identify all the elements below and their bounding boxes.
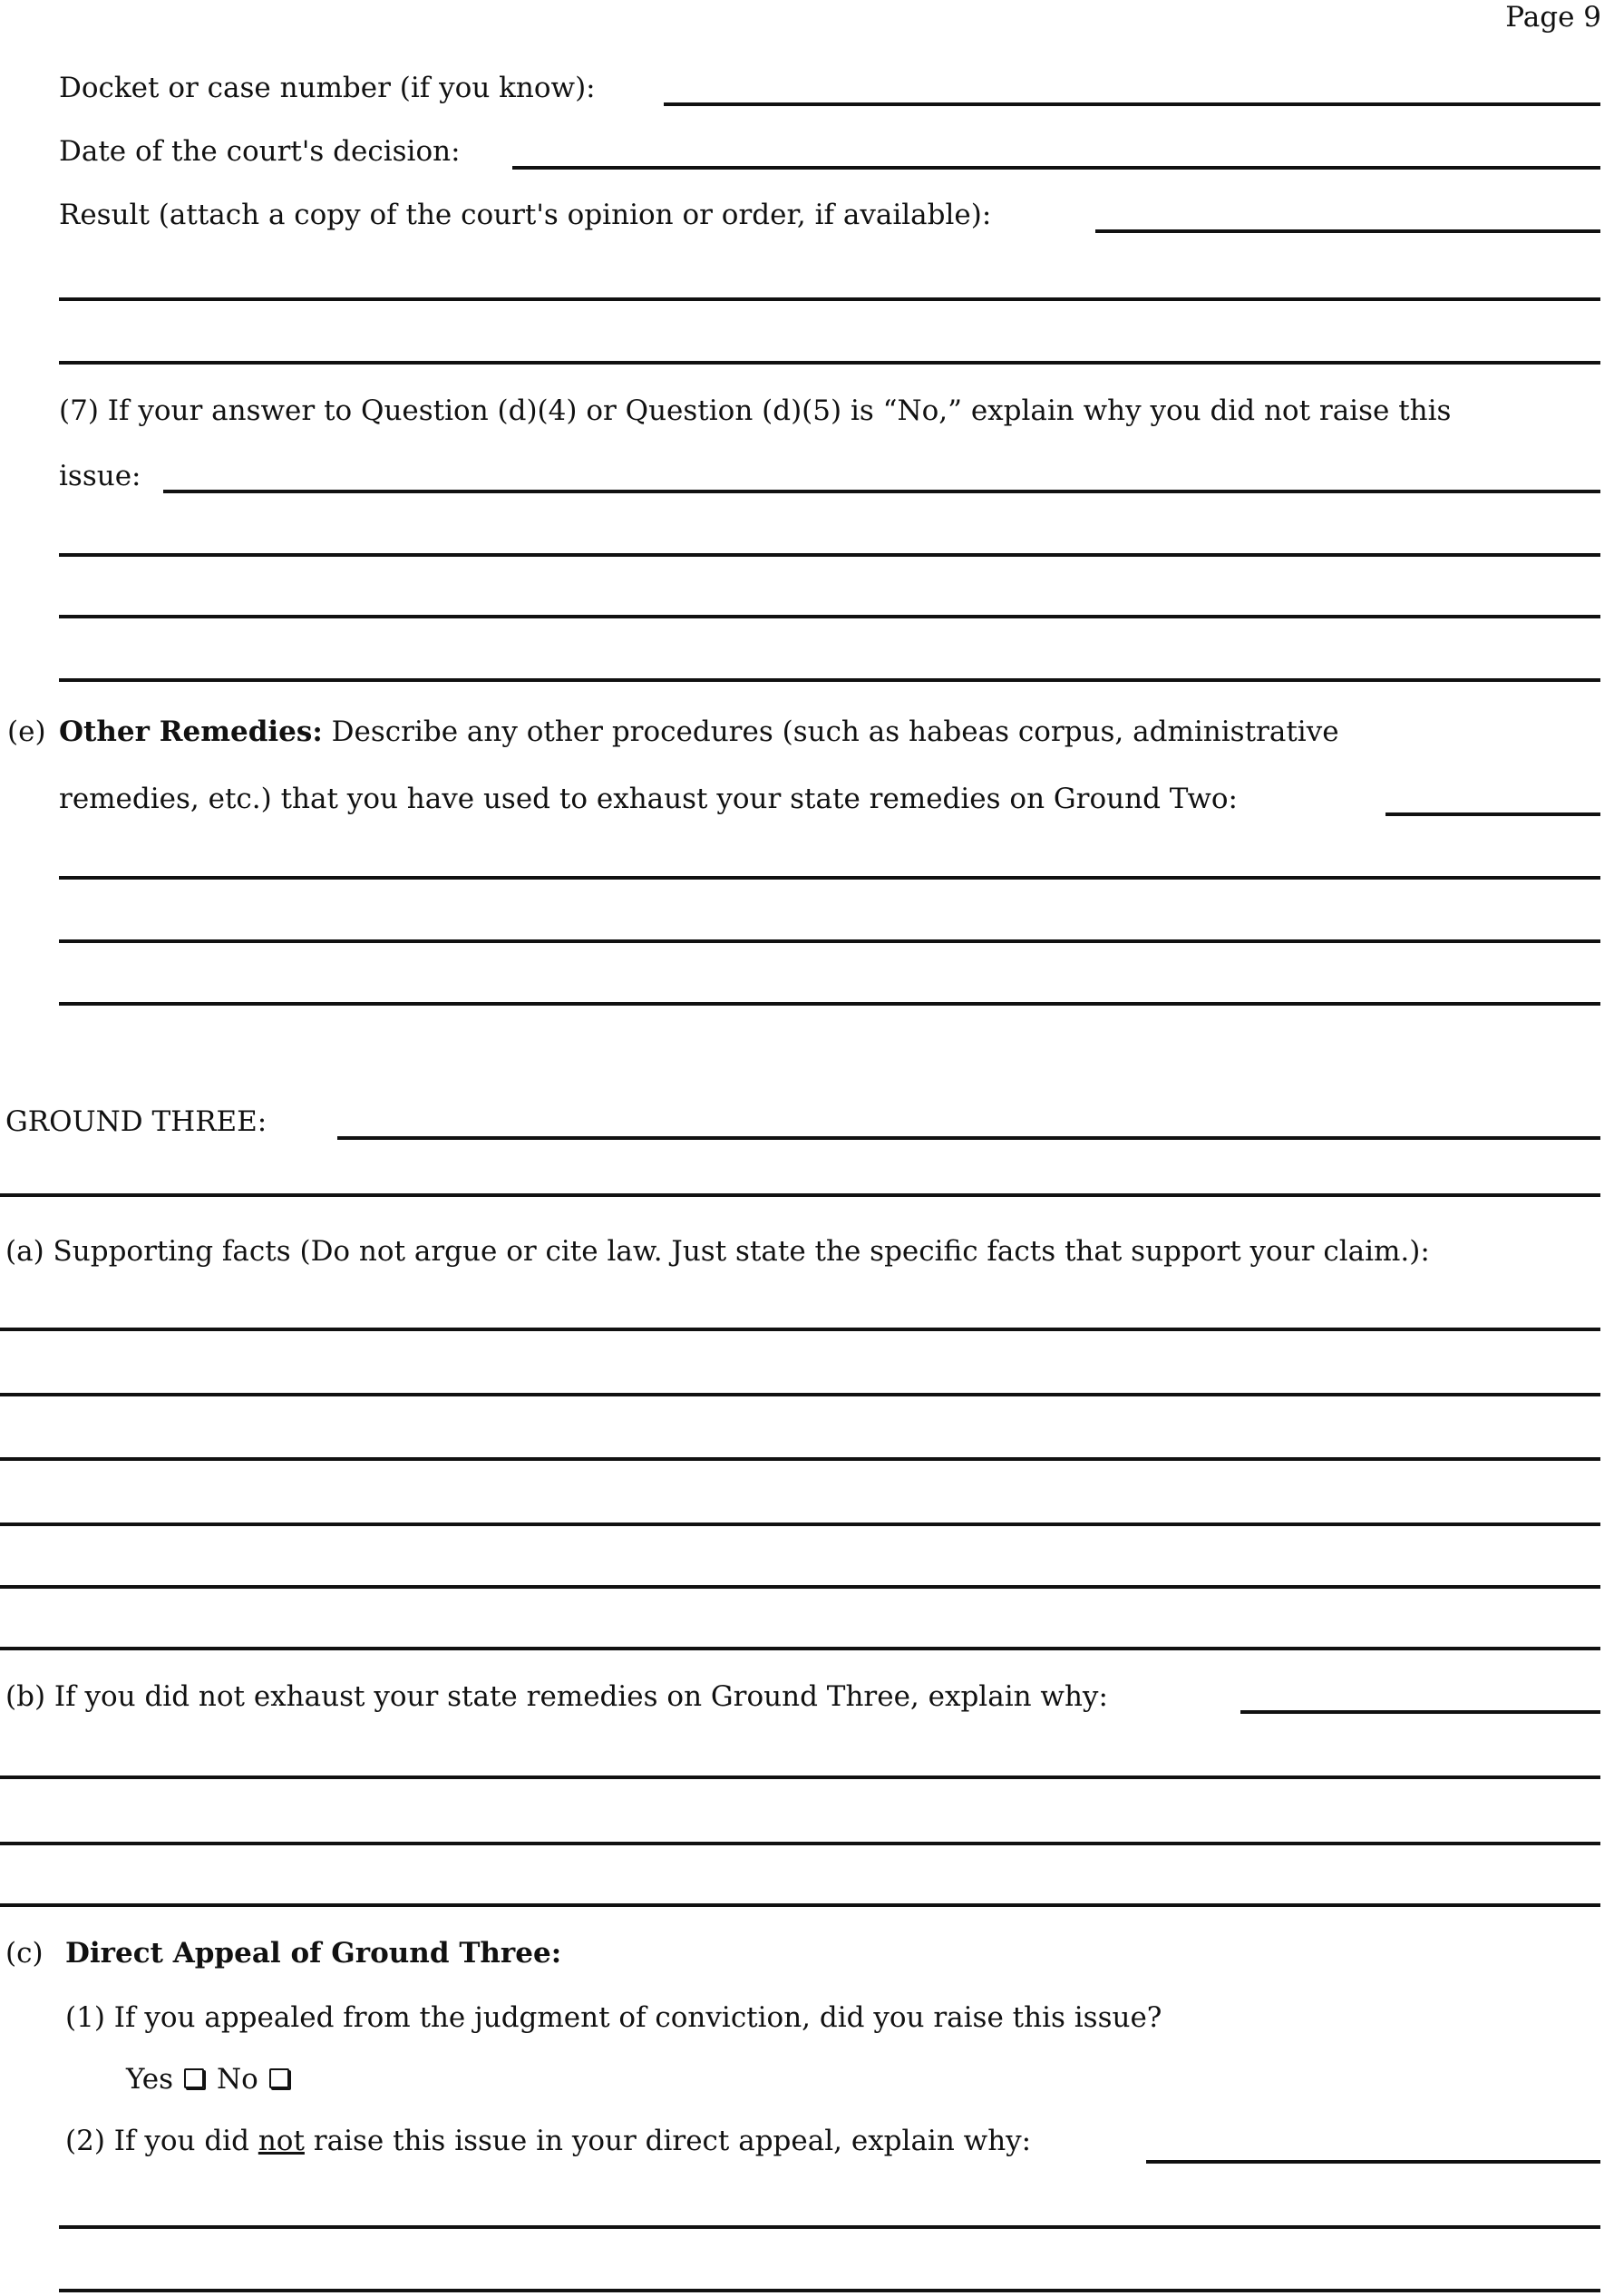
not-exhausted-field-line[interactable] bbox=[0, 1842, 1600, 1845]
supporting-facts-line[interactable] bbox=[0, 1328, 1600, 1331]
docket-label: Docket or case number (if you know): bbox=[59, 72, 596, 104]
direct-appeal-q1: (1) If you appealed from the judgment of conviction, did you raise this issue? bbox=[65, 2001, 1162, 2034]
question-7-text-cont: issue: bbox=[59, 460, 141, 492]
direct-appeal-q2 bbox=[65, 2127, 1031, 2155]
docket-field[interactable] bbox=[664, 102, 1600, 106]
supporting-facts-line[interactable] bbox=[0, 1585, 1600, 1589]
other-remedies-field[interactable] bbox=[1386, 812, 1600, 816]
q2-text-prefix: (2) If you did bbox=[65, 2125, 249, 2157]
other-remedies-text: Describe any other procedures (such as habeas corpus, administrative bbox=[331, 715, 1339, 748]
supporting-facts-line[interactable] bbox=[0, 1523, 1600, 1526]
result-label: Result (attach a copy of the court's opinion or order, if available): bbox=[59, 199, 992, 231]
result-field[interactable] bbox=[1095, 229, 1600, 233]
direct-appeal-heading: Direct Appeal of Ground Three: bbox=[65, 1937, 562, 1970]
other-remedies-field-line[interactable] bbox=[59, 876, 1600, 880]
no-label: No bbox=[217, 2063, 258, 2096]
question-7-field-line[interactable] bbox=[59, 678, 1600, 682]
not-exhausted-field-line[interactable] bbox=[0, 1903, 1600, 1907]
other-remedies-field-line[interactable] bbox=[59, 1002, 1600, 1006]
ground-three-field[interactable] bbox=[337, 1136, 1600, 1140]
result-field-line[interactable] bbox=[59, 361, 1600, 365]
ground-three-field-line[interactable] bbox=[0, 1193, 1600, 1197]
direct-appeal-q2-field[interactable] bbox=[1146, 2160, 1600, 2164]
q2-text-suffix: raise this issue in your direct appeal, explain why: bbox=[313, 2125, 1032, 2157]
supporting-facts-label: (a) Supporting facts (Do not argue or cite law. Just state the specific facts that support your claim.): bbox=[5, 1235, 1430, 1268]
no-checkbox[interactable] bbox=[269, 2068, 289, 2088]
not-exhausted-field[interactable] bbox=[1240, 1710, 1600, 1714]
direct-appeal-q2-field-line[interactable] bbox=[59, 2289, 1600, 2292]
question-7-field-line[interactable] bbox=[59, 553, 1600, 557]
result-field-line[interactable] bbox=[59, 297, 1600, 301]
date-field[interactable] bbox=[512, 166, 1600, 170]
supporting-facts-line[interactable] bbox=[0, 1647, 1600, 1650]
yes-label: Yes bbox=[126, 2063, 174, 2096]
other-remedies-text-cont: remedies, etc.) that you have used to exhaust your state remedies on Ground Two: bbox=[59, 783, 1238, 815]
direct-appeal-q2-field-line[interactable] bbox=[59, 2225, 1600, 2229]
direct-appeal-marker: (c) bbox=[5, 1937, 44, 1970]
yes-no-row bbox=[126, 2063, 302, 2096]
not-exhausted-field-line[interactable] bbox=[0, 1776, 1600, 1779]
not-exhausted-label: (b) If you did not exhaust your state remedies on Ground Three, explain why: bbox=[5, 1680, 1108, 1713]
other-remedies-heading: Other Remedies: bbox=[59, 715, 323, 748]
ground-three-label: GROUND THREE: bbox=[5, 1105, 267, 1138]
other-remedies-field-line[interactable] bbox=[59, 939, 1600, 943]
question-7-field-line[interactable] bbox=[59, 615, 1600, 618]
other-remedies-marker: (e) bbox=[7, 715, 46, 748]
question-7-field[interactable] bbox=[163, 490, 1600, 493]
question-7-text: (7) If your answer to Question (d)(4) or Question (d)(5) is “No,” explain why you did not raise this bbox=[59, 394, 1452, 427]
date-label: Date of the court's decision: bbox=[59, 135, 461, 168]
q2-text-emphasis: not bbox=[258, 2125, 305, 2157]
yes-checkbox[interactable] bbox=[184, 2068, 204, 2088]
supporting-facts-line[interactable] bbox=[0, 1457, 1600, 1461]
page-number: Page 9 bbox=[1505, 1, 1601, 34]
supporting-facts-line[interactable] bbox=[0, 1393, 1600, 1396]
